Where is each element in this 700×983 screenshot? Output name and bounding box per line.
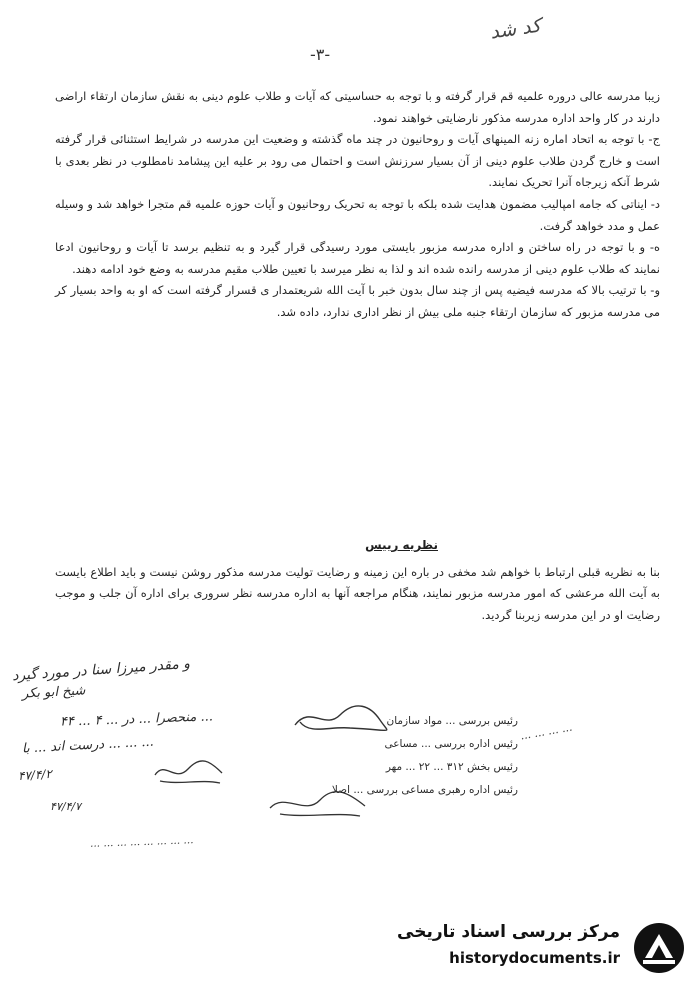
- heading-paragraph: بنا به نظریه قبلی ارتباط با خواهم شد مخفی در باره این زمینه و رضایت تولیت مدرسه مذکور روشن نیست و باید اطلاع بایست به آیت الله مرعشی که امور مدرسه مزبور نمایند، هنگام مراجعه آنها به اداره مدرسه نظر سروری برای اداره آن جلب و موجب رضایت او در این مدرسه زیربنا گردید.: [55, 565, 660, 622]
- handwritten-note: و مقدر میرزا سنا در مورد گیرد: [11, 655, 191, 685]
- paragraph: ه- و با توجه در راه ساختن و اداره مدرسه مزبور بایستی مورد رسیدگی قرار گیرد و به تنظیم برسد تا آیات و روحانیون ادعا نمایند که طلاب علوم دینی از مدرسه رانده شده اند و لذا به نظر میرسد با تعیین طلاب مقیم مدرسه به وضع خود ادامه دهند.: [55, 240, 660, 276]
- signature-scribble: [150, 755, 230, 789]
- paragraph: زیبا مدرسه عالی دروره علمیه قم قرار گرفته و با توجه به حساسیتی که آیات و طلاب علوم دینی به نقش سازمان ارتقاء اراضی دارند در کار واحد اداره مدرسه مذکور نارضایتی خواهند نمود.: [55, 89, 660, 125]
- watermark: [397, 918, 688, 976]
- handwritten-date: ۴۷/۴/۷: [50, 800, 82, 813]
- archive-logo-icon: [630, 920, 688, 976]
- handwritten-note-bottom: ... ... ... ... ... ... ... ...: [89, 834, 194, 850]
- signature-line: رئیس بررسی ... مواد سازمان: [386, 715, 518, 727]
- handwritten-note-right: ... ... ... ...: [519, 720, 574, 743]
- margin-note: کد شد: [488, 14, 543, 44]
- handwritten-note: ۴۴ ... ۴ ... منحصرا ... در ...: [59, 709, 214, 730]
- signature-block: [318, 710, 518, 802]
- signature-line: رئیس بخش ۳۱۲ ... ۲۲ ... مهر: [385, 761, 518, 773]
- watermark-title: مرکز بررسی اسناد تاریخی: [397, 922, 620, 942]
- body-text: [55, 86, 660, 324]
- signature-line: رئیس اداره بررسی ... مساعی: [384, 738, 518, 750]
- signature-line: رئیس اداره رهبری مساعی بررسی ... اصلا: [331, 784, 518, 796]
- watermark-url[interactable]: historydocuments.ir: [449, 949, 620, 967]
- page-number: -٣-: [310, 45, 331, 64]
- paragraph: د- ایناتی که جامه امپالیب مضمون هدایت شده بلکه با توجه به تحریک روحانیون و آیات حوزه علمیه قم متجرا خواهد شد و وسیله عمل و مدد خواهد گرفت.: [55, 196, 660, 233]
- paragraph: و- با ترتیب بالا که مدرسه فیضیه پس از چند سال بدون خبر با آیت الله شریعتمدار ی قسرار گرفته است که او به واحد بسیار کر می مدرسه مزبور که سازمان ارتقاء جنبه ملی بیش از نظر اداری ندارد، داده شد.: [55, 283, 660, 319]
- handwritten-note: شیخ ابو بکر: [21, 683, 86, 702]
- paragraph: ج- با توجه به اتحاد اماره زنه المینهای آیات و روحانیون در چند ماه گذشته و وضعیت این مدرسه در شرایط استثنائی قرار گرفته است و خارج گردن طلاب علوم دینی از آن بسیار سرزنش است و احتمال می رود بر علیه این پیشامد نامطلوب در نظر بعدی با شرط آنکه زیرجاه آنرا تحریک نمایند.: [55, 132, 660, 190]
- handwritten-note: درست اند ... با ... ... ...: [21, 734, 155, 757]
- handwritten-date: ۴۷/۴/۲: [17, 766, 53, 784]
- section-heading: نظریه رییس: [365, 538, 438, 552]
